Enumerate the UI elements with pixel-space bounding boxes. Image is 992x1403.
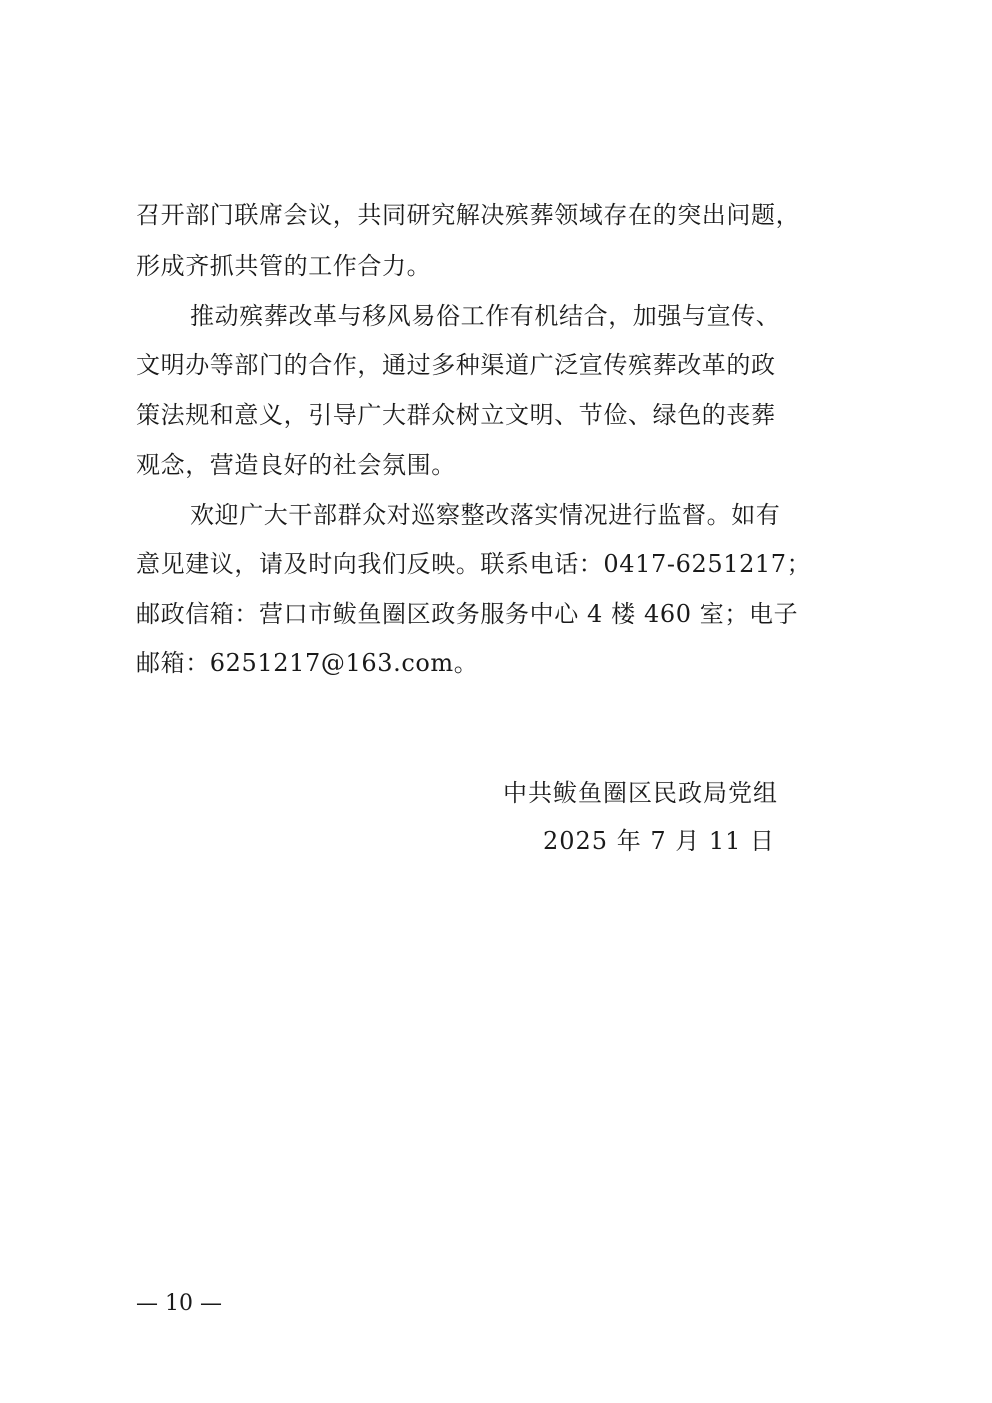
body-line: 观念，营造良好的社会氛围。 xyxy=(136,451,456,479)
body-line: 推动殡葬改革与移风易俗工作有机结合，加强与宣传、 xyxy=(190,302,781,330)
body-line: 邮箱：6251217@163.com。 xyxy=(136,649,479,677)
body-line: 文明办等部门的合作，通过多种渠道广泛宣传殡葬改革的政 xyxy=(136,351,776,379)
page-number: — 10 — xyxy=(136,1291,222,1316)
signature-date: 2025 年 7 月 11 日 xyxy=(543,827,776,855)
signature-org: 中共鲅鱼圈区民政局党组 xyxy=(503,779,778,807)
body-line: 邮政信箱：营口市鲅鱼圈区政务服务中心 4 楼 460 室；电子 xyxy=(136,600,799,628)
body-line: 意见建议，请及时向我们反映。联系电话：0417-6251217； xyxy=(136,550,812,578)
body-line: 欢迎广大干部群众对巡察整改落实情况进行监督。如有 xyxy=(190,501,781,529)
body-line: 召开部门联席会议，共同研究解决殡葬领域存在的突出问题， xyxy=(136,201,801,229)
body-line: 策法规和意义，引导广大群众树立文明、节俭、绿色的丧葬 xyxy=(136,401,776,429)
body-line: 形成齐抓共管的工作合力。 xyxy=(136,252,432,280)
